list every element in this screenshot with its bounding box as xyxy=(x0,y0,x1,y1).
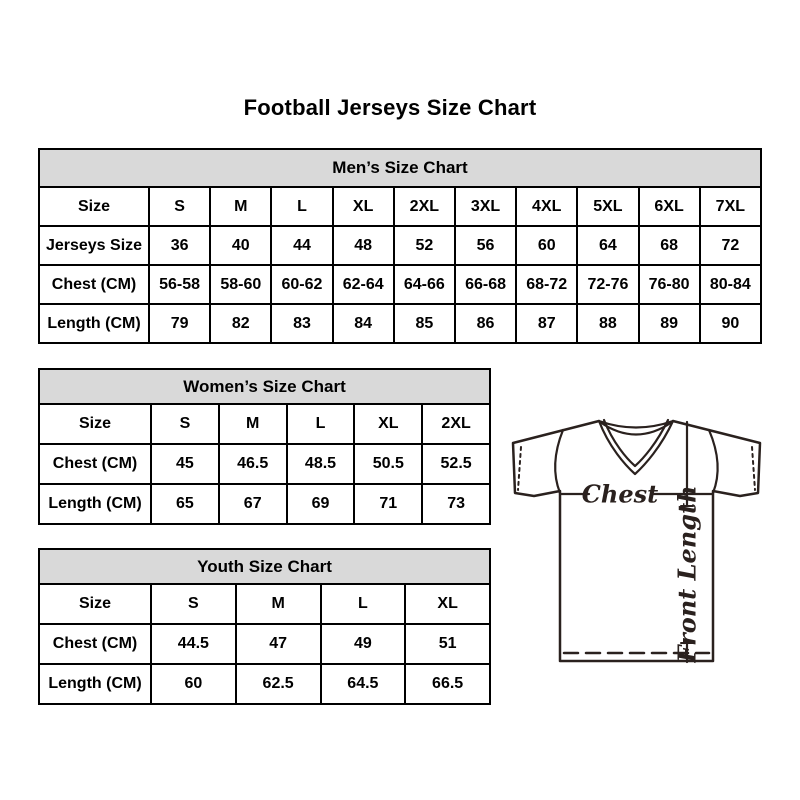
jersey-measurement-diagram xyxy=(503,403,773,673)
cell: 2XL xyxy=(394,187,455,226)
cell: 85 xyxy=(394,304,455,343)
cell: 3XL xyxy=(455,187,516,226)
mens-size-table xyxy=(38,148,762,344)
table-row xyxy=(39,444,490,484)
row-label: Chest (CM) xyxy=(39,265,149,304)
cell: 60 xyxy=(516,226,577,265)
table-row xyxy=(39,265,761,304)
row-label: Length (CM) xyxy=(39,664,151,704)
table-title-row xyxy=(39,149,761,187)
table-row xyxy=(39,624,490,664)
cell: 47 xyxy=(236,624,321,664)
cell: 68-72 xyxy=(516,265,577,304)
left-armhole-seam xyxy=(555,430,563,493)
cell: 60-62 xyxy=(271,265,332,304)
cell: 50.5 xyxy=(354,444,422,484)
youth-table-title: Youth Size Chart xyxy=(39,549,490,584)
cell: S xyxy=(151,584,236,624)
cell: 76-80 xyxy=(639,265,700,304)
row-label: Size xyxy=(39,584,151,624)
row-label: Size xyxy=(39,404,151,444)
row-label: Chest (CM) xyxy=(39,444,151,484)
table-row xyxy=(39,484,490,524)
cell: 89 xyxy=(639,304,700,343)
cell: L xyxy=(271,187,332,226)
cell: L xyxy=(287,404,355,444)
table-row xyxy=(39,226,761,265)
cell: 90 xyxy=(700,304,761,343)
cell: 67 xyxy=(219,484,287,524)
youth-size-table xyxy=(38,548,491,705)
right-cuff-dashed-line xyxy=(752,447,755,490)
cell: 48.5 xyxy=(287,444,355,484)
table-title-row xyxy=(39,549,490,584)
row-label: Jerseys Size xyxy=(39,226,149,265)
cell: 51 xyxy=(405,624,490,664)
cell: L xyxy=(321,584,406,624)
table-title-row xyxy=(39,369,490,404)
cell: XL xyxy=(333,187,394,226)
cell: M xyxy=(210,187,271,226)
cell: 64 xyxy=(577,226,638,265)
cell: S xyxy=(151,404,219,444)
cell: 64-66 xyxy=(394,265,455,304)
cell: XL xyxy=(354,404,422,444)
cell: 7XL xyxy=(700,187,761,226)
cell: 44.5 xyxy=(151,624,236,664)
cell: S xyxy=(149,187,210,226)
cell: 49 xyxy=(321,624,406,664)
cell: XL xyxy=(405,584,490,624)
row-label: Size xyxy=(39,187,149,226)
cell: 4XL xyxy=(516,187,577,226)
cell: 80-84 xyxy=(700,265,761,304)
cell: 45 xyxy=(151,444,219,484)
cell: 56 xyxy=(455,226,516,265)
table-row xyxy=(39,404,490,444)
cell: 2XL xyxy=(422,404,490,444)
cell: 40 xyxy=(210,226,271,265)
cell: M xyxy=(219,404,287,444)
cell: 87 xyxy=(516,304,577,343)
cell: 66.5 xyxy=(405,664,490,704)
table-row xyxy=(39,584,490,624)
left-cuff-dashed-line xyxy=(518,447,521,490)
cell: 84 xyxy=(333,304,394,343)
cell: 6XL xyxy=(639,187,700,226)
cell: 62.5 xyxy=(236,664,321,704)
cell: 88 xyxy=(577,304,638,343)
table-row xyxy=(39,187,761,226)
row-label: Length (CM) xyxy=(39,304,149,343)
cell: 65 xyxy=(151,484,219,524)
cell: 52.5 xyxy=(422,444,490,484)
cell: 72 xyxy=(700,226,761,265)
cell: 72-76 xyxy=(577,265,638,304)
table-row xyxy=(39,304,761,343)
cell: 52 xyxy=(394,226,455,265)
cell: 62-64 xyxy=(333,265,394,304)
cell: 86 xyxy=(455,304,516,343)
womens-table-title: Women’s Size Chart xyxy=(39,369,490,404)
cell: M xyxy=(236,584,321,624)
cell: 44 xyxy=(271,226,332,265)
cell: 64.5 xyxy=(321,664,406,704)
row-label: Length (CM) xyxy=(39,484,151,524)
row-label: Chest (CM) xyxy=(39,624,151,664)
cell: 79 xyxy=(149,304,210,343)
womens-size-table xyxy=(38,368,491,525)
cell: 56-58 xyxy=(149,265,210,304)
front-length-label: Front Length xyxy=(672,485,702,663)
cell: 66-68 xyxy=(455,265,516,304)
cell: 82 xyxy=(210,304,271,343)
cell: 36 xyxy=(149,226,210,265)
cell: 73 xyxy=(422,484,490,524)
cell: 48 xyxy=(333,226,394,265)
cell: 5XL xyxy=(577,187,638,226)
mens-table-title: Men’s Size Chart xyxy=(39,149,761,187)
cell: 46.5 xyxy=(219,444,287,484)
cell: 68 xyxy=(639,226,700,265)
cell: 58-60 xyxy=(210,265,271,304)
jersey-outline xyxy=(513,421,760,661)
cell: 60 xyxy=(151,664,236,704)
chest-label: Chest xyxy=(581,479,659,509)
cell: 83 xyxy=(271,304,332,343)
right-armhole-seam xyxy=(709,430,718,493)
cell: 69 xyxy=(287,484,355,524)
page-title: Football Jerseys Size Chart xyxy=(243,95,537,120)
cell: 71 xyxy=(354,484,422,524)
jersey-diagram-svg xyxy=(503,403,773,673)
table-row xyxy=(39,664,490,704)
collar-back-line xyxy=(599,421,673,428)
